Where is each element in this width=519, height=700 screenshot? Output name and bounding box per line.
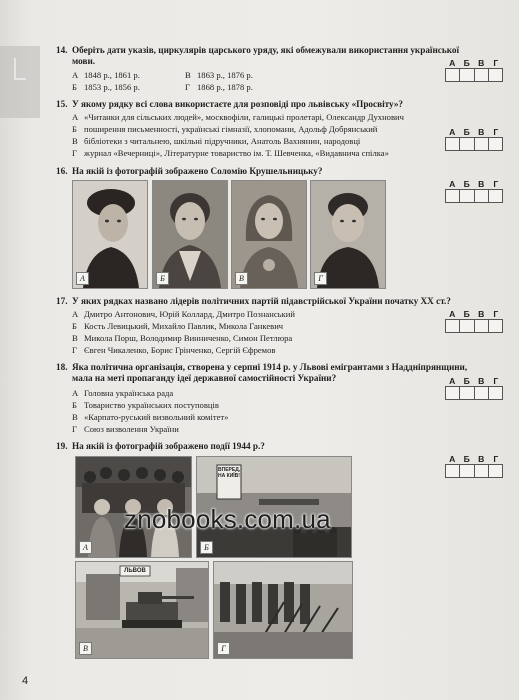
option-text: 1853 р., 1856 р.	[84, 82, 140, 92]
option-g[interactable]	[185, 82, 253, 93]
city-tank-photo	[76, 562, 208, 658]
answer-cell[interactable]	[460, 387, 474, 399]
option-letter: Г	[72, 345, 77, 355]
answer-cell[interactable]	[460, 190, 474, 202]
side-tab	[0, 46, 40, 118]
grid-letter: В	[478, 58, 485, 68]
option-a[interactable]	[72, 388, 173, 399]
answer-grid-17	[445, 309, 503, 333]
option-letter: Б	[72, 82, 77, 92]
sign-text: ВПЕРЕД, НА КИЇВ!	[218, 467, 241, 479]
photo-16-v[interactable]	[231, 180, 307, 289]
option-letter: А	[72, 112, 79, 122]
grid-letter: Б	[463, 454, 470, 464]
grid-letter: Б	[463, 309, 470, 319]
answer-cell[interactable]	[475, 69, 489, 81]
answer-grid-15	[445, 127, 503, 151]
option-text: 1863 р., 1876 р.	[197, 70, 253, 80]
option-g[interactable]	[72, 345, 275, 356]
grid-letter: Г	[493, 454, 499, 464]
question-text-cont: мови.	[72, 56, 96, 67]
question-text: Оберіть дати указів, циркулярів царського уряду, які обмежували використання української	[72, 45, 460, 55]
question-number: 19.	[56, 441, 68, 451]
side-tab-mark	[14, 58, 26, 80]
answer-cell[interactable]	[489, 138, 502, 150]
option-a[interactable]	[72, 309, 295, 320]
grid-letter: Б	[463, 127, 470, 137]
grid-letter: Г	[493, 179, 499, 189]
option-text: бібліотеки з читальнею, шкільні підручники, Анатоль Вахнянин, народовці	[84, 136, 361, 146]
photo-16-a[interactable]	[72, 180, 148, 289]
answer-cell[interactable]	[475, 138, 489, 150]
option-text: 1868 р., 1878 р.	[197, 82, 253, 92]
photo-label: А	[76, 272, 89, 285]
grid-letter: Г	[493, 376, 499, 386]
answer-grid-18	[445, 376, 503, 400]
grid-letter: В	[478, 179, 485, 189]
option-letter: Б	[72, 400, 77, 410]
question-text: У яких рядках названо лідерів політичних партій підавстрійської України початку XX ст.?	[72, 296, 451, 306]
grid-letter: Б	[463, 179, 470, 189]
answer-grid-16	[445, 179, 503, 203]
question-number: 14.	[56, 45, 68, 55]
option-text: «Карпато-руський визвольний комітет»	[84, 412, 229, 422]
photo-label: Г	[217, 642, 230, 655]
option-letter: Г	[185, 82, 190, 92]
question-text-cont: мала на меті пропаганду ідеї державної самостійності України?	[72, 373, 337, 384]
grid-letter: В	[478, 127, 485, 137]
question-14	[56, 45, 506, 68]
answer-cell[interactable]	[446, 190, 460, 202]
answer-cell[interactable]	[489, 387, 502, 399]
answer-cell[interactable]	[460, 138, 474, 150]
option-text: Союз визволення України	[84, 424, 179, 434]
grid-letter: Б	[463, 58, 470, 68]
photo-label: Б	[156, 272, 169, 285]
sign-text: ЛЬВОВ	[124, 568, 146, 574]
answer-cell[interactable]	[475, 465, 489, 477]
grid-letter: А	[449, 376, 456, 386]
option-text: Євген Чикаленко, Борис Грінченко, Сергій Єфремов	[84, 345, 276, 355]
option-b[interactable]	[72, 82, 140, 93]
grid-letter: В	[478, 376, 485, 386]
question-number: 15.	[56, 99, 68, 109]
question-number: 18.	[56, 362, 68, 372]
option-b[interactable]	[72, 400, 219, 411]
watermark: znobooks.com.ua	[124, 504, 331, 534]
photo-label: В	[79, 642, 92, 655]
answer-cell[interactable]	[460, 320, 474, 332]
answer-cell[interactable]	[446, 138, 460, 150]
grid-letter: Г	[493, 127, 499, 137]
answer-cell[interactable]	[489, 69, 502, 81]
option-b[interactable]	[72, 321, 283, 332]
option-v[interactable]	[72, 412, 228, 423]
grid-letter: В	[478, 454, 485, 464]
grid-letter: Б	[463, 376, 470, 386]
answer-cell[interactable]	[446, 69, 460, 81]
photo-label: Г	[314, 272, 327, 285]
option-text: Дмитро Антонович, Юрій Коллард, Дмитро Познанський	[84, 309, 295, 319]
question-text: На якій із фотографій зображено Соломію Крушельницьку?	[72, 166, 323, 176]
question-text: На якій із фотографій зображено події 1944 р.?	[72, 441, 265, 451]
answer-cell[interactable]	[446, 320, 460, 332]
option-letter: Б	[72, 321, 77, 331]
grid-letter: А	[449, 179, 456, 189]
grid-letter: А	[449, 58, 456, 68]
option-v[interactable]	[185, 70, 253, 81]
question-18	[56, 362, 506, 385]
answer-cell[interactable]	[489, 465, 502, 477]
option-text: Микола Порш, Володимир Винниченко, Симон Петлюра	[84, 333, 293, 343]
grid-letter: В	[478, 309, 485, 319]
military-parade-photo	[214, 562, 352, 658]
option-text: поширення письменності, українські гімназії, хлопомани, Адольф Добрянський	[84, 124, 378, 134]
answer-cell[interactable]	[489, 320, 502, 332]
answer-cell[interactable]	[489, 190, 502, 202]
option-text: 1848 р., 1861 р.	[84, 70, 140, 80]
option-letter: В	[185, 70, 191, 80]
option-a[interactable]	[72, 70, 140, 81]
answer-cell[interactable]	[475, 320, 489, 332]
option-letter: В	[72, 333, 78, 343]
option-text: Головна українська рада	[84, 388, 174, 398]
option-text: «Читанки для сільських людей», москвофіли, галицькі пролетарі, Олександр Духнович	[84, 112, 404, 122]
grid-letter: А	[449, 309, 456, 319]
answer-cell[interactable]	[475, 387, 489, 399]
option-letter: А	[72, 309, 79, 319]
answer-cell[interactable]	[475, 190, 489, 202]
grid-letter: Г	[493, 58, 499, 68]
option-v[interactable]	[72, 333, 292, 344]
answer-cell[interactable]	[446, 465, 460, 477]
answer-cell[interactable]	[460, 69, 474, 81]
option-text: журнал «Вечерниці», Літературне товариство ім. Т. Шевченка, «Видавнича спілка»	[84, 148, 389, 158]
question-19	[56, 441, 456, 452]
photo-label: В	[235, 272, 248, 285]
answer-grid-14	[445, 58, 503, 82]
question-number: 16.	[56, 166, 68, 176]
page-number: 4	[22, 675, 29, 687]
photo-19-g[interactable]	[213, 561, 353, 659]
grid-letter: А	[449, 127, 456, 137]
answer-grid-19	[445, 454, 503, 478]
option-a[interactable]	[72, 112, 404, 123]
photo-16-g[interactable]	[310, 180, 386, 289]
question-number: 17.	[56, 296, 68, 306]
option-g[interactable]	[72, 148, 389, 159]
question-17	[56, 296, 496, 307]
option-letter: Б	[72, 124, 77, 134]
question-16	[56, 166, 456, 177]
option-b[interactable]	[72, 124, 377, 135]
option-v[interactable]	[72, 136, 360, 147]
grid-letter: Г	[493, 309, 499, 319]
option-letter: В	[72, 136, 78, 146]
question-15	[56, 99, 486, 110]
photo-label: А	[79, 541, 92, 554]
option-letter: В	[72, 412, 78, 422]
option-text: Кость Левицький, Михайло Павлик, Микола Ганкевич	[84, 321, 284, 331]
option-text: Товариство українських поступовців	[84, 400, 219, 410]
option-letter: Г	[72, 148, 77, 158]
option-letter: А	[72, 388, 79, 398]
question-text: У якому рядку всі слова використаєте для розповіді про львівську «Просвіту»?	[72, 99, 404, 109]
answer-cell[interactable]	[446, 387, 460, 399]
photo-16-b[interactable]	[152, 180, 228, 289]
option-letter: А	[72, 70, 79, 80]
question-text: Яка політична організація, створена у серпні 1914 р. у Львові емігрантами з Наддніпрянщини,	[72, 362, 468, 372]
answer-cell[interactable]	[460, 465, 474, 477]
photo-label: Б	[200, 541, 213, 554]
photo-19-v[interactable]	[75, 561, 209, 659]
grid-letter: А	[449, 454, 456, 464]
option-g[interactable]	[72, 424, 179, 435]
option-letter: Г	[72, 424, 77, 434]
